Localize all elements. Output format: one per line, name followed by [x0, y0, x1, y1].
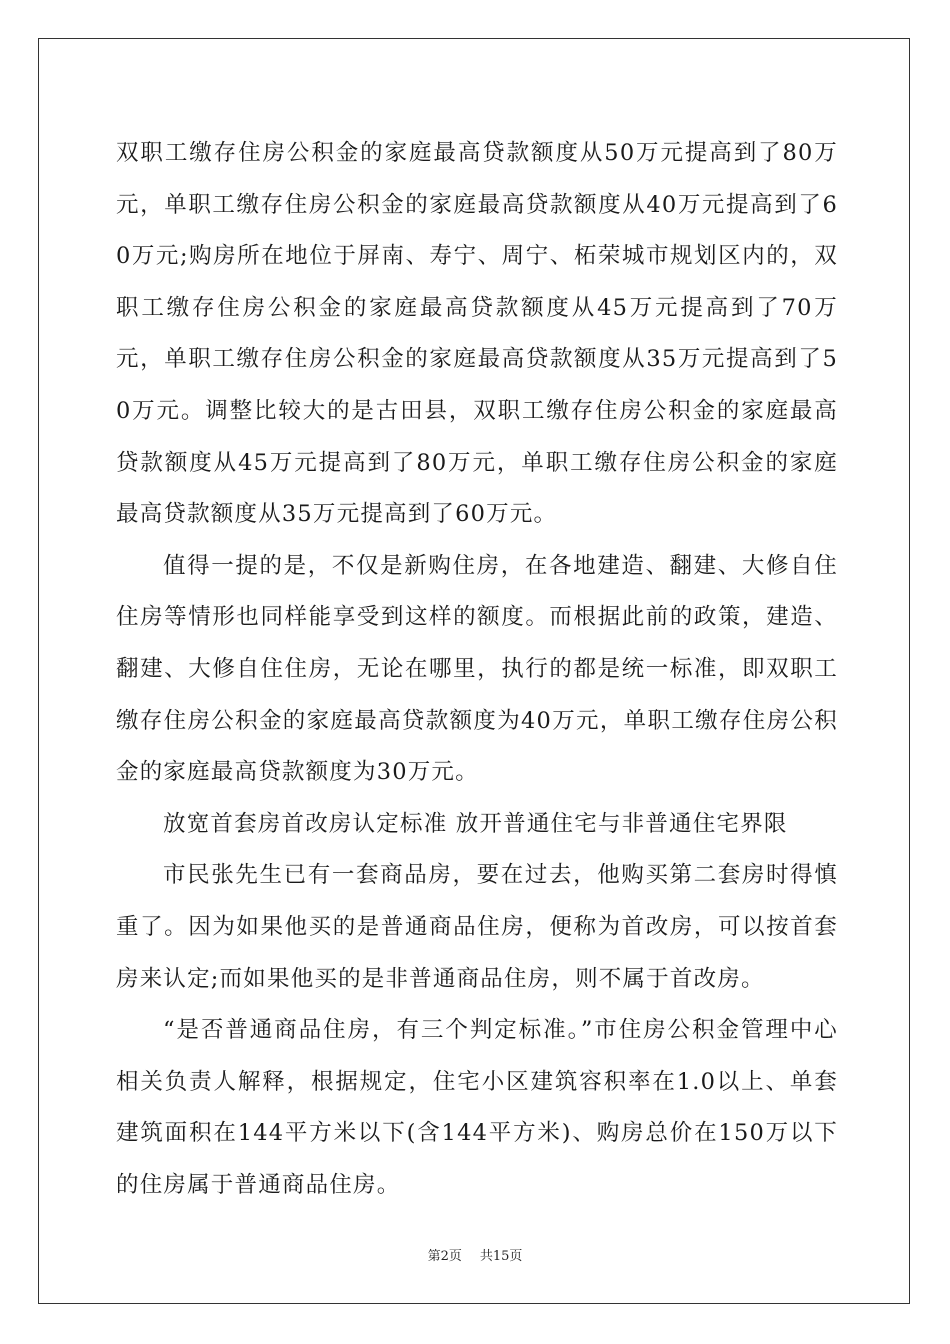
page-number: 第2页 [427, 1249, 462, 1264]
document-body [116, 128, 838, 1211]
total-pages: 共15页 [479, 1249, 523, 1264]
paragraph-ordinary-housing-criteria: “是否普通商品住房，有三个判定标准。”市住房公积金管理中心相关负责人解释，根据规定，住宅小区建筑容积率在1.0以上、单套建筑面积在144平方米以下(含144平方米)、购房总价在150万以下的住房属于普通商品住房。 [116, 1017, 838, 1198]
paragraph-loan-limits: 双职工缴存住房公积金的家庭最高贷款额度从50万元提高到了80万元，单职工缴存住房公积金的家庭最高贷款额度从40万元提高到了60万元;购房所在地位于屏南、寿宁、周宁、柘荣城市规划区内的，双职工缴存住房公积金的家庭最高贷款额度从45万元提高到了70万元，单职工缴存住房公积金的家庭最高贷款额度从35万元提高到了50万元。调整比较大的是古田县，双职工缴存住房公积金的家庭最高贷款额度从45万元提高到了80万元，单职工缴存住房公积金的家庭最高贷款额度从35万元提高到了60万元。 [116, 140, 838, 528]
section-heading: 放宽首套房首改房认定标准 放开普通住宅与非普通住宅界限 [163, 810, 788, 837]
paragraph-self-built-housing: 值得一提的是，不仅是新购住房，在各地建造、翻建、大修自住住房等情形也同样能享受到这样的额度。而根据此前的政策，建造、翻建、大修自住住房，无论在哪里，执行的都是统一标准，即双职工缴存住房公积金的家庭最高贷款额度为40万元，单职工缴存住房公积金的家庭最高贷款额度为30万元。 [116, 552, 838, 786]
page-footer [0, 1248, 950, 1266]
paragraph-example-zhang: 市民张先生已有一套商品房，要在过去，他购买第二套房时得慎重了。因为如果他买的是普通商品住房，便称为首改房，可以按首套房来认定;而如果他买的是非普通商品住房，则不属于首改房。 [116, 862, 838, 992]
